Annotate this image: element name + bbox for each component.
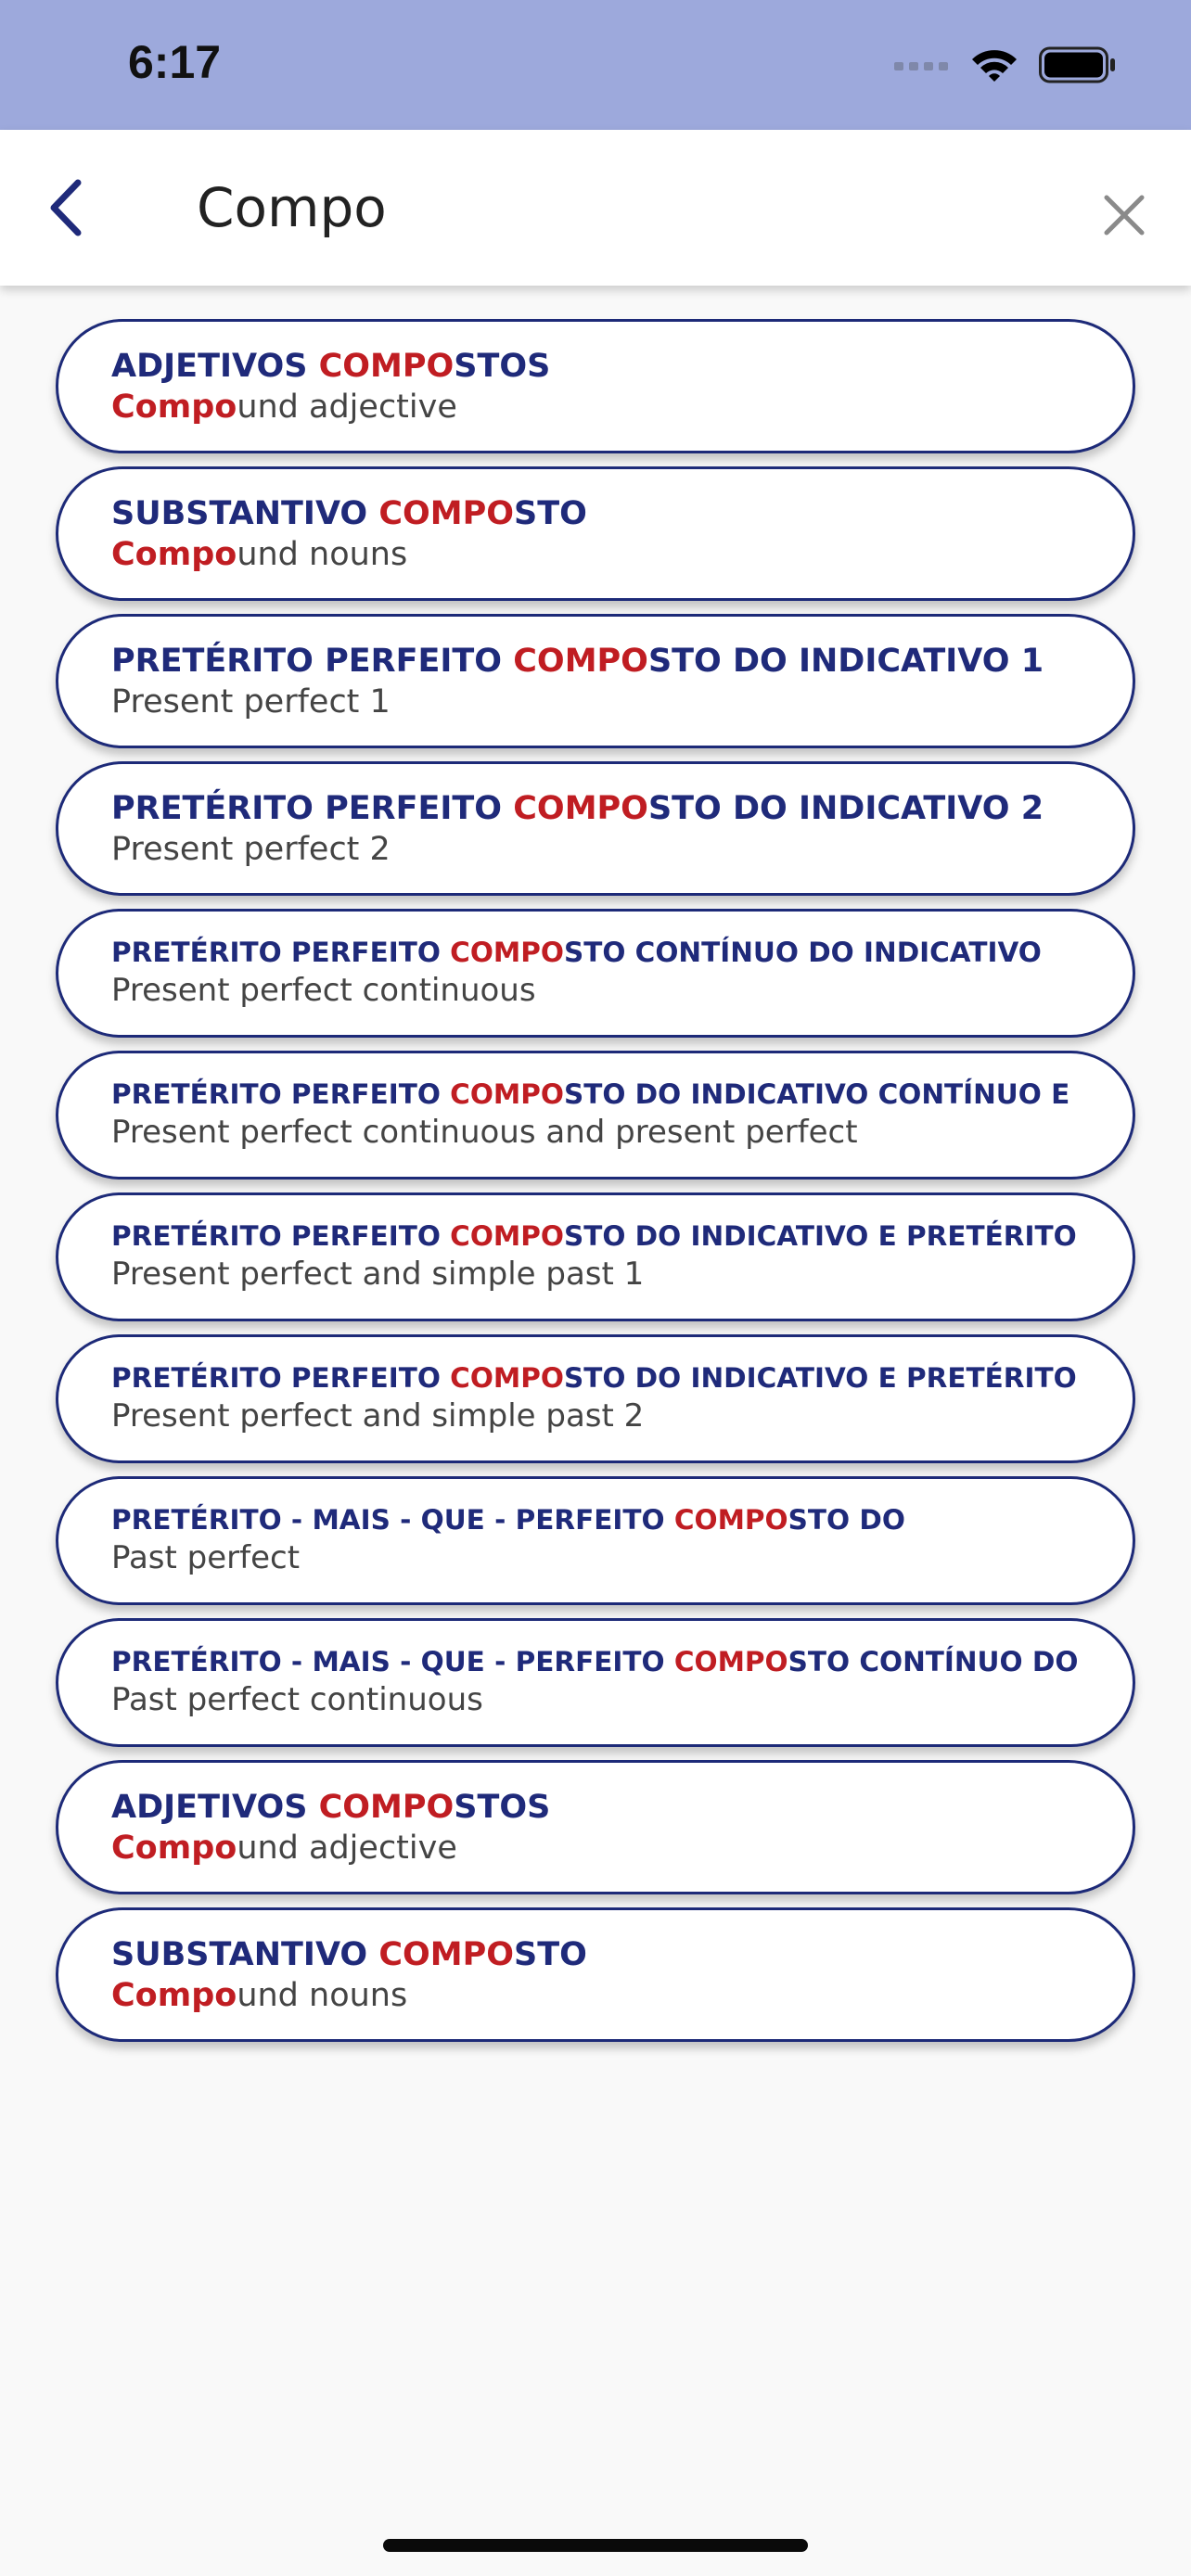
result-item[interactable]	[56, 761, 1135, 896]
result-subtitle	[111, 1976, 1133, 2015]
result-title-match: COMPO	[513, 642, 648, 680]
result-subtitle-text: und nouns	[237, 1976, 408, 2014]
result-title-match: COMPO	[513, 789, 648, 827]
home-indicator[interactable]	[383, 2539, 808, 2552]
result-subtitle	[111, 1397, 1133, 1435]
clear-search-button[interactable]	[1087, 178, 1161, 252]
result-title-text: PRETÉRITO - MAIS - QUE - PERFEITO	[111, 1646, 674, 1678]
status-time: 6:17	[128, 36, 222, 88]
search-input[interactable]	[197, 161, 1031, 254]
result-title-match: COMPO	[378, 1935, 515, 1973]
result-title-match: COMPO	[318, 347, 455, 385]
result-item[interactable]	[56, 466, 1135, 601]
result-subtitle-text: und adjective	[237, 1829, 457, 1867]
result-subtitle-text: und adjective	[237, 388, 457, 426]
result-title-text: STO DO INDICATIVO E PRETÉRITO	[563, 1220, 1077, 1253]
result-title	[111, 347, 1133, 386]
result-subtitle	[111, 830, 1133, 869]
result-subtitle	[111, 1539, 1133, 1577]
result-subtitle-text: Present perfect 2	[111, 830, 391, 868]
close-icon	[1103, 194, 1146, 236]
result-item[interactable]	[56, 614, 1135, 748]
result-title-match: COMPO	[673, 1646, 788, 1678]
result-subtitle	[111, 388, 1133, 427]
result-title-match: COMPO	[450, 1078, 564, 1111]
result-title-text: PRETÉRITO - MAIS - QUE - PERFEITO	[111, 1504, 674, 1537]
result-title-text: PRETÉRITO PERFEITO	[111, 1362, 451, 1395]
result-subtitle	[111, 1114, 1133, 1152]
result-title	[111, 642, 1133, 681]
result-title-text: SUBSTANTIVO	[111, 494, 379, 532]
result-title	[111, 1362, 1133, 1395]
result-item[interactable]	[56, 319, 1135, 453]
result-title-text: STOS	[454, 1788, 551, 1826]
result-title	[111, 1078, 1133, 1111]
result-subtitle	[111, 1829, 1133, 1868]
result-title-text: STO DO INDICATIVO CONTÍNUO E	[563, 1078, 1070, 1111]
result-title	[111, 1646, 1133, 1678]
result-title-match: COMPO	[450, 937, 564, 969]
result-item[interactable]	[56, 1760, 1135, 1894]
result-title-text: PRETÉRITO PERFEITO	[111, 937, 451, 969]
result-title-text: PRETÉRITO PERFEITO	[111, 1078, 451, 1111]
result-title	[111, 789, 1133, 828]
result-title-match: COMPO	[318, 1788, 455, 1826]
result-title-text: STO DO INDICATIVO 2	[647, 789, 1044, 827]
result-title-text: STO	[514, 494, 587, 532]
result-subtitle-match: Compo	[111, 535, 237, 573]
result-item[interactable]	[56, 1476, 1135, 1605]
result-subtitle-text: Present perfect continuous and present perfect	[111, 1113, 858, 1151]
battery-icon	[1039, 46, 1117, 87]
result-title	[111, 937, 1133, 969]
result-subtitle-text: Present perfect and simple past 1	[111, 1255, 645, 1293]
result-subtitle-match: Compo	[111, 388, 237, 426]
result-title-text: PRETÉRITO PERFEITO	[111, 1220, 451, 1253]
result-subtitle-text: Present perfect continuous	[111, 971, 536, 1009]
result-title-match: COMPO	[450, 1362, 564, 1395]
result-item[interactable]	[56, 1618, 1135, 1747]
result-title-text: ADJETIVOS	[111, 347, 319, 385]
back-button[interactable]	[28, 169, 102, 247]
status-bar	[0, 0, 1191, 130]
result-title-text: STOS	[454, 347, 551, 385]
search-header	[0, 130, 1191, 286]
result-title-text: STO	[514, 1935, 587, 1973]
result-title-text: PRETÉRITO PERFEITO	[111, 789, 514, 827]
result-subtitle-text: Past perfect	[111, 1538, 301, 1576]
result-item[interactable]	[56, 1051, 1135, 1180]
result-title-text: PRETÉRITO PERFEITO	[111, 642, 514, 680]
wifi-icon	[970, 46, 1018, 87]
result-title-match: COMPO	[378, 494, 515, 532]
chevron-left-icon	[45, 177, 85, 238]
result-title-text: ADJETIVOS	[111, 1788, 319, 1826]
result-title	[111, 1935, 1133, 1974]
result-title	[111, 494, 1133, 533]
result-item[interactable]	[56, 1907, 1135, 2042]
result-item[interactable]	[56, 909, 1135, 1038]
result-title-text: STO DO INDICATIVO E PRETÉRITO	[563, 1362, 1077, 1395]
result-subtitle-text: und nouns	[237, 535, 408, 573]
result-subtitle-match: Compo	[111, 1976, 237, 2014]
result-title-match: COMPO	[673, 1504, 788, 1537]
result-title-text: STO CONTÍNUO DO	[788, 1646, 1079, 1678]
result-title	[111, 1788, 1133, 1827]
result-item[interactable]	[56, 1192, 1135, 1321]
result-subtitle-text: Past perfect continuous	[111, 1680, 483, 1718]
result-title-text: STO DO	[788, 1504, 905, 1537]
result-subtitle	[111, 682, 1133, 721]
result-subtitle-text: Present perfect 1	[111, 682, 391, 721]
result-subtitle	[111, 535, 1133, 574]
result-title-text: STO CONTÍNUO DO INDICATIVO	[563, 937, 1042, 969]
result-title-match: COMPO	[450, 1220, 564, 1253]
result-subtitle-match: Compo	[111, 1829, 237, 1867]
result-subtitle	[111, 972, 1133, 1010]
search-results-list	[56, 319, 1135, 2055]
cellular-signal-icon	[894, 58, 950, 76]
result-subtitle	[111, 1256, 1133, 1294]
status-icons	[894, 41, 1117, 93]
result-subtitle-text: Present perfect and simple past 2	[111, 1396, 645, 1435]
result-title-text: STO DO INDICATIVO 1	[647, 642, 1044, 680]
result-item[interactable]	[56, 1334, 1135, 1463]
result-subtitle	[111, 1681, 1133, 1719]
result-title	[111, 1220, 1133, 1253]
result-title	[111, 1504, 1133, 1537]
result-title-text: SUBSTANTIVO	[111, 1935, 379, 1973]
